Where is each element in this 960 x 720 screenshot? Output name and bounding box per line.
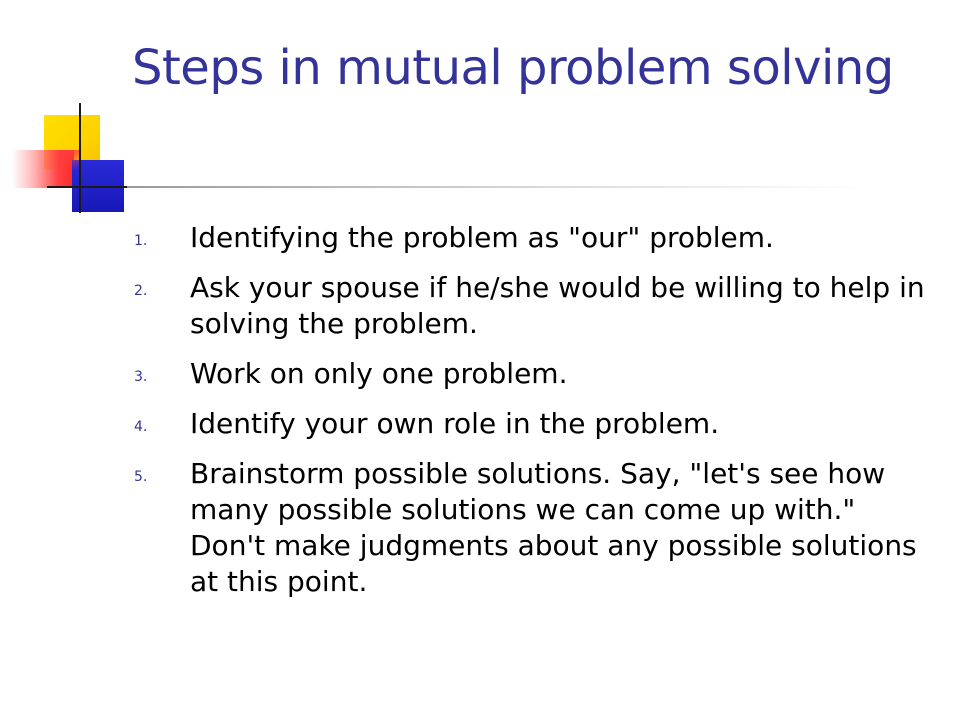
list-item-text: Work on only one problem. — [190, 357, 568, 390]
list-item-number: 5. — [134, 469, 148, 485]
title-underline — [127, 186, 867, 188]
list-item — [132, 456, 932, 600]
list-item-number: 2. — [134, 283, 148, 299]
list-item-text: Identify your own role in the problem. — [190, 407, 720, 440]
list-item-text: Identifying the problem as "our" problem. — [190, 221, 774, 254]
list-item-number: 4. — [134, 419, 148, 435]
list-item — [132, 356, 932, 392]
red-fade-decoration — [60, 150, 80, 170]
list-item-number: 1. — [134, 233, 148, 249]
steps-list — [132, 220, 932, 614]
horizontal-rule-dark — [47, 186, 127, 188]
list-item-text: Brainstorm possible solutions. Say, "let's see how many possible solutions we can come up with." Don't make judgments about any possible solutions at this point. — [190, 457, 917, 598]
list-item-text: Ask your spouse if he/she would be willing to help in solving the problem. — [190, 271, 925, 340]
list-item-number: 3. — [134, 369, 148, 385]
vertical-rule — [79, 103, 81, 213]
list-item — [132, 270, 932, 342]
slide-title: Steps in mutual problem solving — [132, 40, 894, 96]
list-item — [132, 220, 932, 256]
list-item — [132, 406, 932, 442]
